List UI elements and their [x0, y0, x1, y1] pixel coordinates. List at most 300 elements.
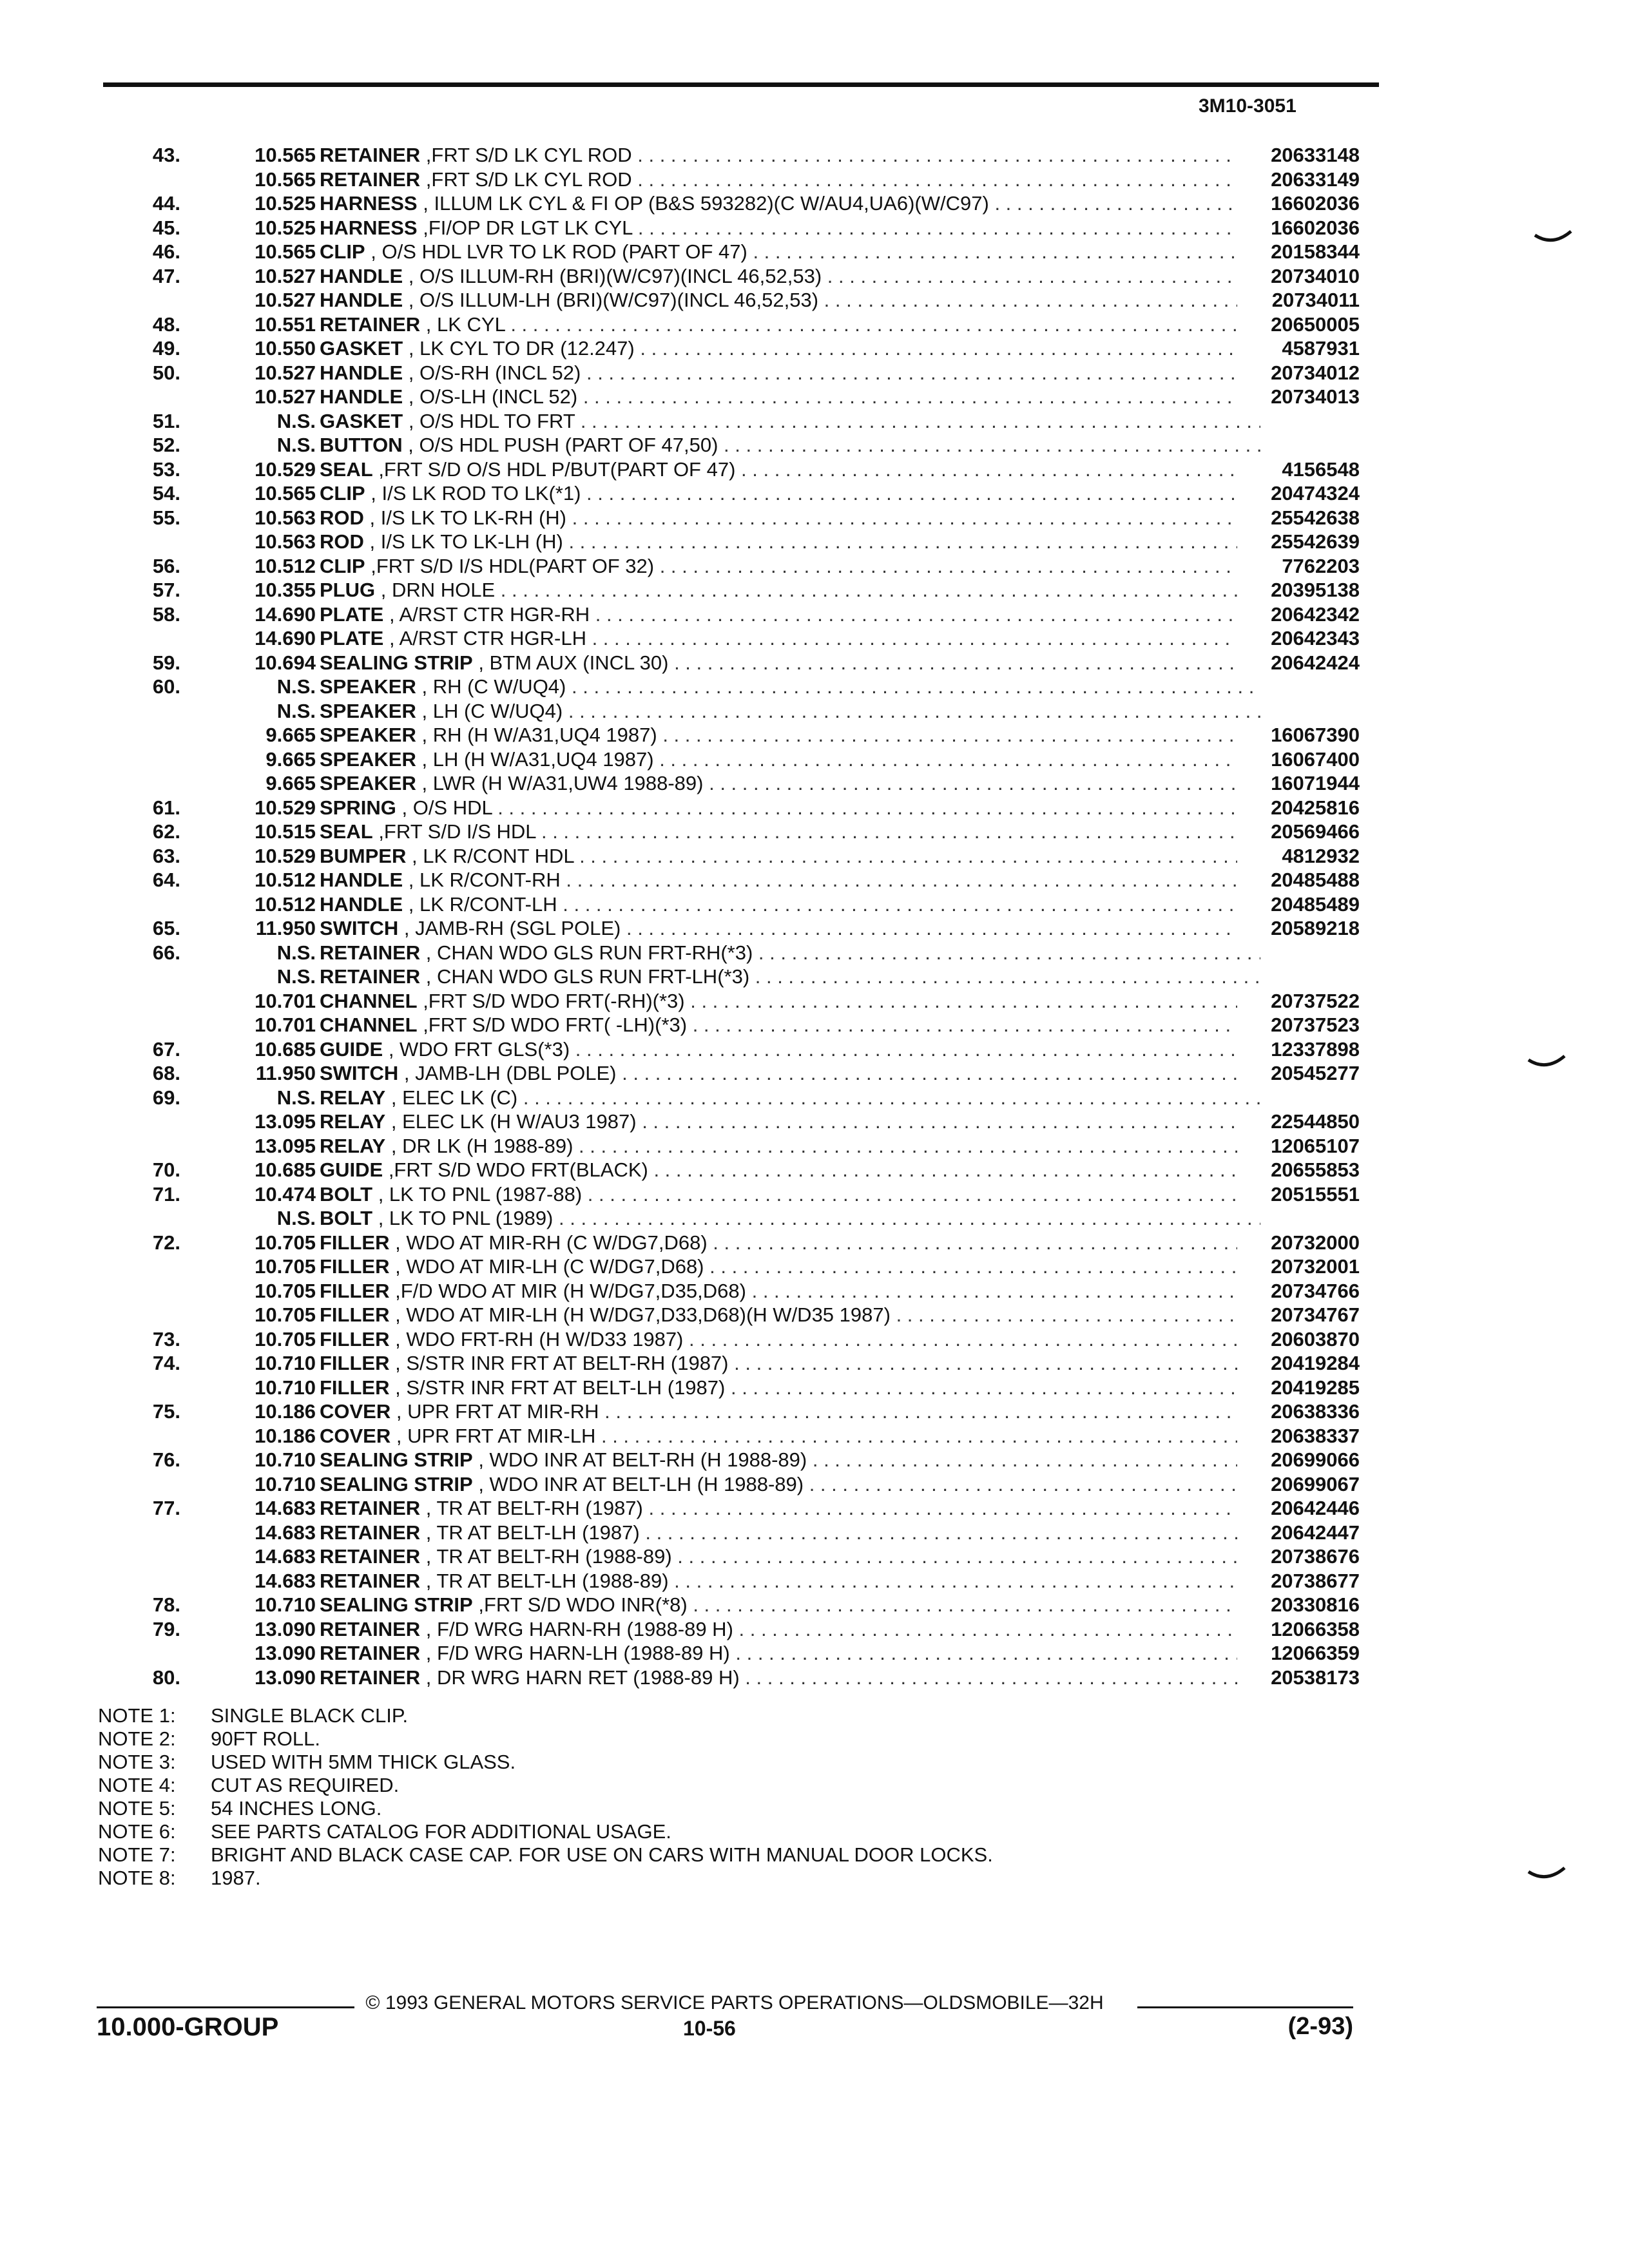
part-description	[320, 941, 1260, 965]
part-description	[320, 1399, 1260, 1424]
part-detail: , I/S LK ROD TO LK(*1)	[371, 482, 581, 505]
part-number: 20699067	[1237, 1472, 1360, 1497]
note-label: NOTE 2:	[98, 1727, 176, 1750]
binder-punch-mark	[1527, 1053, 1566, 1073]
part-description	[320, 989, 1260, 1014]
note-label: NOTE 7:	[98, 1843, 176, 1866]
table-row	[135, 409, 1360, 434]
part-detail: , WDO AT MIR-LH (H W/DG7,D33,D68)(H W/D35 1987)	[395, 1303, 891, 1326]
group-number: 14.683	[255, 1569, 316, 1592]
group-number: 13.095	[255, 1134, 316, 1157]
part-detail: , LH (H W/A31,UQ4 1987)	[421, 747, 654, 771]
table-row	[135, 143, 1360, 168]
part-name: ROD	[320, 530, 364, 553]
group-number: 10.527	[255, 264, 316, 287]
group-number: 9.665	[265, 747, 316, 771]
part-detail: , TR AT BELT-RH (1987)	[425, 1497, 643, 1519]
item-number: 75.	[152, 1400, 180, 1423]
table-row	[135, 1061, 1360, 1086]
item-number: 63.	[152, 844, 180, 867]
part-number: 20395138	[1237, 578, 1360, 602]
table-row	[135, 1279, 1360, 1303]
table-row	[135, 1134, 1360, 1158]
part-number: 20633149	[1237, 168, 1360, 192]
table-row	[135, 530, 1360, 554]
table-row	[135, 336, 1360, 361]
part-description	[320, 796, 1260, 820]
part-description	[320, 1134, 1260, 1158]
part-number: 20474324	[1237, 481, 1360, 506]
part-name: RETAINER	[320, 312, 421, 336]
part-detail: ,FRT S/D WDO FRT(-RH)(*3)	[423, 989, 685, 1012]
table-row	[135, 1158, 1360, 1182]
group-number: 10.527	[255, 289, 316, 311]
parts-list	[135, 143, 1360, 1689]
part-number: 20638337	[1237, 1424, 1360, 1448]
note-label: NOTE 4:	[98, 1774, 176, 1796]
part-name: FILLER	[320, 1255, 390, 1278]
group-number: 10.705	[255, 1279, 316, 1302]
part-number: 20538173	[1237, 1666, 1360, 1690]
part-detail: ,FRT S/D WDO INR(*8)	[478, 1593, 688, 1616]
part-number: 20699066	[1237, 1448, 1360, 1472]
part-name: HANDLE	[320, 385, 403, 408]
group-number: 10.685	[255, 1037, 316, 1061]
document-code: 3M10-3051	[1199, 95, 1296, 117]
group-number: 10.550	[255, 337, 316, 360]
part-number: 20419285	[1237, 1376, 1360, 1400]
group-number: 10.512	[255, 554, 316, 577]
group-number: 10.705	[255, 1303, 316, 1326]
part-description	[320, 264, 1260, 289]
group-number: 14.683	[255, 1545, 316, 1568]
part-number: 20569466	[1237, 820, 1360, 844]
table-row	[135, 675, 1360, 699]
table-row	[135, 1472, 1360, 1497]
item-number: 57.	[152, 579, 180, 601]
part-detail: , WDO FRT-RH (H W/D33 1987)	[395, 1327, 684, 1350]
part-description	[320, 1158, 1260, 1182]
item-number: 47.	[152, 264, 180, 287]
item-number: 54.	[152, 482, 180, 505]
part-name: GUIDE	[320, 1037, 383, 1061]
part-description	[320, 1037, 1260, 1062]
part-description	[320, 1641, 1260, 1666]
part-name: FILLER	[320, 1327, 390, 1350]
item-number: 58.	[152, 602, 180, 626]
part-name: CHANNEL	[320, 1014, 418, 1036]
part-description	[320, 312, 1260, 337]
part-name: FILLER	[320, 1231, 390, 1254]
part-number: 16067390	[1237, 723, 1360, 747]
part-name: HARNESS	[320, 216, 418, 239]
part-detail: ,FRT S/D WDO FRT( -LH)(*3)	[423, 1014, 688, 1036]
part-name: BOLT	[320, 1182, 373, 1206]
part-detail: , LK TO PNL (1989)	[378, 1207, 554, 1229]
part-description	[320, 361, 1260, 385]
note-label: NOTE 8:	[98, 1867, 176, 1889]
note-item	[98, 1727, 1322, 1751]
part-detail: , O/S HDL	[401, 796, 492, 819]
item-number: 71.	[152, 1182, 180, 1206]
part-name: RETAINER	[320, 1521, 421, 1544]
group-number: 10.701	[255, 989, 316, 1012]
group-number: 10.529	[255, 457, 316, 481]
notes-list	[98, 1704, 1322, 1890]
group-number: 9.665	[265, 724, 316, 746]
group-number: 10.474	[255, 1182, 316, 1206]
part-description	[320, 1666, 1260, 1690]
part-detail: ,FRT S/D LK CYL ROD	[425, 168, 632, 191]
part-number: 20734011	[1237, 288, 1360, 312]
note-label: NOTE 5:	[98, 1797, 176, 1820]
part-number: 20633148	[1237, 143, 1360, 168]
part-description	[320, 1086, 1260, 1110]
part-name: BOLT	[320, 1207, 373, 1229]
part-name: RETAINER	[320, 1666, 421, 1689]
page-number: 10-56	[683, 2017, 736, 2040]
part-detail: , WDO INR AT BELT-LH (H 1988-89)	[478, 1472, 804, 1495]
item-number: 56.	[152, 554, 180, 577]
table-row	[135, 240, 1360, 264]
part-detail: , O/S HDL LVR TO LK ROD (PART OF 47)	[371, 240, 747, 263]
table-row	[135, 1593, 1360, 1617]
part-description	[320, 506, 1260, 530]
group-number: 10.565	[255, 168, 316, 191]
item-number: 49.	[152, 337, 180, 360]
note-item	[98, 1797, 1322, 1820]
part-name: RETAINER	[320, 1545, 421, 1568]
part-name: SPEAKER	[320, 675, 416, 698]
group-number: 10.565	[255, 482, 316, 505]
group-number: 13.090	[255, 1666, 316, 1689]
table-row	[135, 168, 1360, 192]
part-number: 25542639	[1237, 530, 1360, 554]
group-label: 10.000-GROUP	[97, 2013, 279, 2041]
note-text: CUT AS REQUIRED.	[211, 1774, 400, 1796]
group-number: 13.090	[255, 1617, 316, 1640]
table-row	[135, 941, 1360, 965]
part-description	[320, 602, 1260, 627]
part-description	[320, 820, 1260, 844]
part-number: 20485489	[1237, 892, 1360, 917]
part-description	[320, 457, 1260, 482]
note-text: 54 INCHES LONG.	[211, 1797, 382, 1820]
note-item	[98, 1867, 1322, 1890]
table-row	[135, 361, 1360, 385]
group-number: 10.512	[255, 892, 316, 916]
part-name: SPRING	[320, 796, 396, 819]
part-description	[320, 747, 1260, 772]
part-number: 20642424	[1237, 651, 1360, 675]
part-detail: , RH (H W/A31,UQ4 1987)	[421, 724, 657, 746]
note-item	[98, 1704, 1322, 1727]
part-number: 20734013	[1237, 385, 1360, 409]
table-row	[135, 1254, 1360, 1279]
group-number: 14.690	[255, 602, 316, 626]
binder-punch-mark	[1534, 229, 1572, 248]
part-name: SEAL	[320, 457, 373, 481]
part-description	[320, 1013, 1260, 1037]
part-number: 20734010	[1237, 264, 1360, 289]
item-number: 76.	[152, 1448, 180, 1471]
table-row	[135, 288, 1360, 312]
note-text: BRIGHT AND BLACK CASE CAP. FOR USE ON CARS WITH MANUAL DOOR LOCKS.	[211, 1843, 993, 1866]
note-text: SEE PARTS CATALOG FOR ADDITIONAL USAGE.	[211, 1820, 671, 1843]
part-description	[320, 1254, 1260, 1279]
part-number: 20515551	[1237, 1182, 1360, 1207]
group-number: 10.529	[255, 796, 316, 819]
group-number: 13.090	[255, 1642, 316, 1664]
item-number: 79.	[152, 1617, 180, 1640]
part-number: 4812932	[1237, 844, 1360, 869]
part-description	[320, 1206, 1260, 1231]
part-detail: ,FI/OP DR LGT LK CYL	[423, 216, 633, 239]
part-name: RETAINER	[320, 1617, 421, 1640]
part-detail: , O/S HDL PUSH (PART OF 47,50)	[408, 434, 718, 456]
part-name: PLATE	[320, 602, 384, 626]
part-name: SPEAKER	[320, 747, 416, 771]
part-detail: , JAMB-LH (DBL POLE)	[403, 1062, 617, 1084]
item-number: 66.	[152, 941, 180, 964]
part-description	[320, 433, 1260, 457]
table-row	[135, 1641, 1360, 1666]
part-name: HANDLE	[320, 264, 403, 287]
part-name: CLIP	[320, 554, 365, 577]
part-name: FILLER	[320, 1376, 390, 1399]
part-name: RELAY	[320, 1134, 386, 1157]
part-name: RETAINER	[320, 144, 421, 166]
part-name: BUMPER	[320, 844, 407, 867]
part-detail: , F/D WRG HARN-LH (1988-89 H)	[425, 1642, 730, 1664]
item-number: 64.	[152, 869, 180, 891]
part-name: SWITCH	[320, 917, 399, 939]
group-number: 10.694	[255, 651, 316, 674]
part-detail: , LK TO PNL (1987-88)	[378, 1182, 583, 1206]
item-number: 46.	[152, 240, 180, 263]
part-description	[320, 578, 1260, 602]
part-description	[320, 288, 1260, 312]
group-number: 10.527	[255, 361, 316, 384]
group-number: 10.525	[255, 216, 316, 239]
table-row	[135, 892, 1360, 917]
part-name: BUTTON	[320, 434, 403, 456]
table-row	[135, 723, 1360, 747]
part-detail: , ILLUM LK CYL & FI OP (B&S 593282)(C W/AU4,UA6)(W/C97)	[423, 192, 989, 215]
part-number: 20642446	[1237, 1496, 1360, 1521]
part-description	[320, 965, 1260, 989]
part-detail: , ELEC LK (C)	[390, 1086, 518, 1109]
note-text: 1987.	[211, 1867, 261, 1889]
part-description	[320, 1617, 1260, 1642]
group-number: 10.525	[255, 192, 316, 215]
group-number: 10.710	[255, 1593, 316, 1616]
part-detail: , UPR FRT AT MIR-RH	[396, 1400, 599, 1423]
part-description	[320, 675, 1260, 699]
item-number: 50.	[152, 361, 180, 384]
table-row	[135, 868, 1360, 892]
part-number: 20642342	[1237, 602, 1360, 627]
part-detail: , O/S-RH (INCL 52)	[408, 361, 581, 384]
table-row	[135, 1376, 1360, 1400]
part-name: PLATE	[320, 627, 384, 649]
table-row	[135, 312, 1360, 337]
part-number: 22544850	[1237, 1110, 1360, 1134]
part-name: RETAINER	[320, 1642, 421, 1664]
part-detail: , TR AT BELT-LH (1988-89)	[425, 1569, 669, 1592]
item-number: 65.	[152, 917, 180, 939]
item-number: 62.	[152, 820, 180, 843]
date-code: (2-93)	[1287, 2013, 1353, 2040]
table-row	[135, 433, 1360, 457]
table-row	[135, 1231, 1360, 1255]
part-detail: , S/STR INR FRT AT BELT-LH (1987)	[395, 1376, 726, 1399]
part-detail: , LK CYL TO DR (12.247)	[408, 337, 635, 360]
table-row	[135, 796, 1360, 820]
footer-rule-left	[97, 2006, 354, 2008]
note-label: NOTE 6:	[98, 1820, 176, 1843]
part-detail: , WDO INR AT BELT-RH (H 1988-89)	[478, 1448, 807, 1471]
part-detail: , A/RST CTR HGR-RH	[389, 602, 590, 626]
part-detail: , JAMB-RH (SGL POLE)	[403, 917, 621, 939]
part-detail: , DRN HOLE	[380, 579, 496, 601]
item-number: 44.	[152, 192, 180, 215]
part-number: 4156548	[1237, 457, 1360, 482]
part-number: 16067400	[1237, 747, 1360, 772]
part-number: 20638336	[1237, 1399, 1360, 1424]
table-row	[135, 1521, 1360, 1545]
part-description	[320, 1544, 1260, 1569]
part-number: 20655853	[1237, 1158, 1360, 1182]
part-name: RELAY	[320, 1110, 386, 1133]
group-number: N.S.	[276, 675, 316, 698]
part-name: RETAINER	[320, 941, 421, 964]
part-name: PLUG	[320, 579, 376, 601]
part-detail: , I/S LK TO LK-RH (H)	[369, 506, 566, 529]
part-detail: , WDO FRT GLS(*3)	[388, 1037, 570, 1061]
part-description	[320, 626, 1260, 651]
table-row	[135, 1399, 1360, 1424]
part-number: 16602036	[1237, 191, 1360, 216]
part-description	[320, 916, 1260, 941]
part-name: SWITCH	[320, 1062, 399, 1084]
part-name: SPEAKER	[320, 724, 416, 746]
part-name: RETAINER	[320, 1497, 421, 1519]
part-name: RETAINER	[320, 168, 421, 191]
part-description	[320, 1424, 1260, 1448]
table-row	[135, 965, 1360, 989]
part-detail: , O/S ILLUM-RH (BRI)(W/C97)(INCL 46,52,53)	[408, 264, 822, 287]
part-description	[320, 554, 1260, 579]
group-number: N.S.	[276, 699, 316, 722]
part-name: SEALING STRIP	[320, 651, 473, 674]
part-name: CLIP	[320, 240, 365, 263]
note-item	[98, 1820, 1322, 1843]
note-item	[98, 1751, 1322, 1774]
part-detail: , S/STR INR FRT AT BELT-RH (1987)	[395, 1352, 729, 1374]
group-number: 10.563	[255, 506, 316, 529]
note-label: NOTE 3:	[98, 1751, 176, 1773]
group-number: 10.565	[255, 144, 316, 166]
table-row	[135, 1327, 1360, 1352]
item-number: 70.	[152, 1158, 180, 1181]
part-detail: ,FRT S/D LK CYL ROD	[425, 144, 632, 166]
part-detail: , F/D WRG HARN-RH (1988-89 H)	[425, 1617, 733, 1640]
part-description	[320, 1593, 1260, 1617]
group-number: 10.563	[255, 530, 316, 553]
part-number: 25542638	[1237, 506, 1360, 530]
item-number: 45.	[152, 216, 180, 239]
note-text: USED WITH 5MM THICK GLASS.	[211, 1751, 516, 1773]
table-row	[135, 626, 1360, 651]
group-number: 14.683	[255, 1521, 316, 1544]
group-number: 9.665	[265, 772, 316, 794]
part-name: RETAINER	[320, 1569, 421, 1592]
part-number: 16602036	[1237, 216, 1360, 240]
part-name: FILLER	[320, 1303, 390, 1326]
table-row	[135, 1013, 1360, 1037]
table-row	[135, 1544, 1360, 1569]
item-number: 73.	[152, 1327, 180, 1350]
group-number: 10.186	[255, 1424, 316, 1447]
table-row	[135, 699, 1360, 724]
part-name: COVER	[320, 1400, 391, 1423]
group-number: N.S.	[276, 941, 316, 964]
part-description	[320, 191, 1260, 216]
part-detail: , RH (C W/UQ4)	[421, 675, 566, 698]
group-number: N.S.	[276, 965, 316, 988]
part-name: HANDLE	[320, 869, 403, 891]
part-name: HARNESS	[320, 192, 418, 215]
part-description	[320, 385, 1260, 409]
part-description	[320, 168, 1260, 192]
item-number: 67.	[152, 1037, 180, 1061]
part-number: 4587931	[1237, 336, 1360, 361]
part-name: FILLER	[320, 1352, 390, 1374]
part-number: 20545277	[1237, 1061, 1360, 1086]
item-number: 78.	[152, 1593, 180, 1616]
part-number: 20425816	[1237, 796, 1360, 820]
table-row	[135, 1182, 1360, 1207]
part-detail: , O/S-LH (INCL 52)	[408, 385, 578, 408]
group-number: 10.710	[255, 1472, 316, 1495]
part-number: 20738676	[1237, 1544, 1360, 1569]
table-row	[135, 457, 1360, 482]
part-description	[320, 699, 1260, 724]
part-name: SEALING STRIP	[320, 1593, 473, 1616]
part-description	[320, 1496, 1260, 1521]
part-description	[320, 1327, 1260, 1352]
part-detail: ,F/D WDO AT MIR (H W/DG7,D35,D68)	[395, 1279, 746, 1302]
item-number: 51.	[152, 409, 180, 432]
part-name: FILLER	[320, 1279, 390, 1302]
part-detail: , TR AT BELT-LH (1987)	[425, 1521, 640, 1544]
top-rule	[103, 82, 1379, 87]
part-number: 20734767	[1237, 1303, 1360, 1327]
group-number: 11.950	[255, 917, 316, 939]
part-name: HANDLE	[320, 361, 403, 384]
table-row	[135, 747, 1360, 772]
part-description	[320, 1110, 1260, 1134]
binder-punch-mark	[1527, 1865, 1566, 1885]
table-row	[135, 554, 1360, 579]
part-name: CHANNEL	[320, 989, 418, 1012]
group-number: 10.512	[255, 869, 316, 891]
part-name: RELAY	[320, 1086, 386, 1109]
group-number: 10.705	[255, 1255, 316, 1278]
item-number: 80.	[152, 1666, 180, 1689]
note-item	[98, 1843, 1322, 1867]
